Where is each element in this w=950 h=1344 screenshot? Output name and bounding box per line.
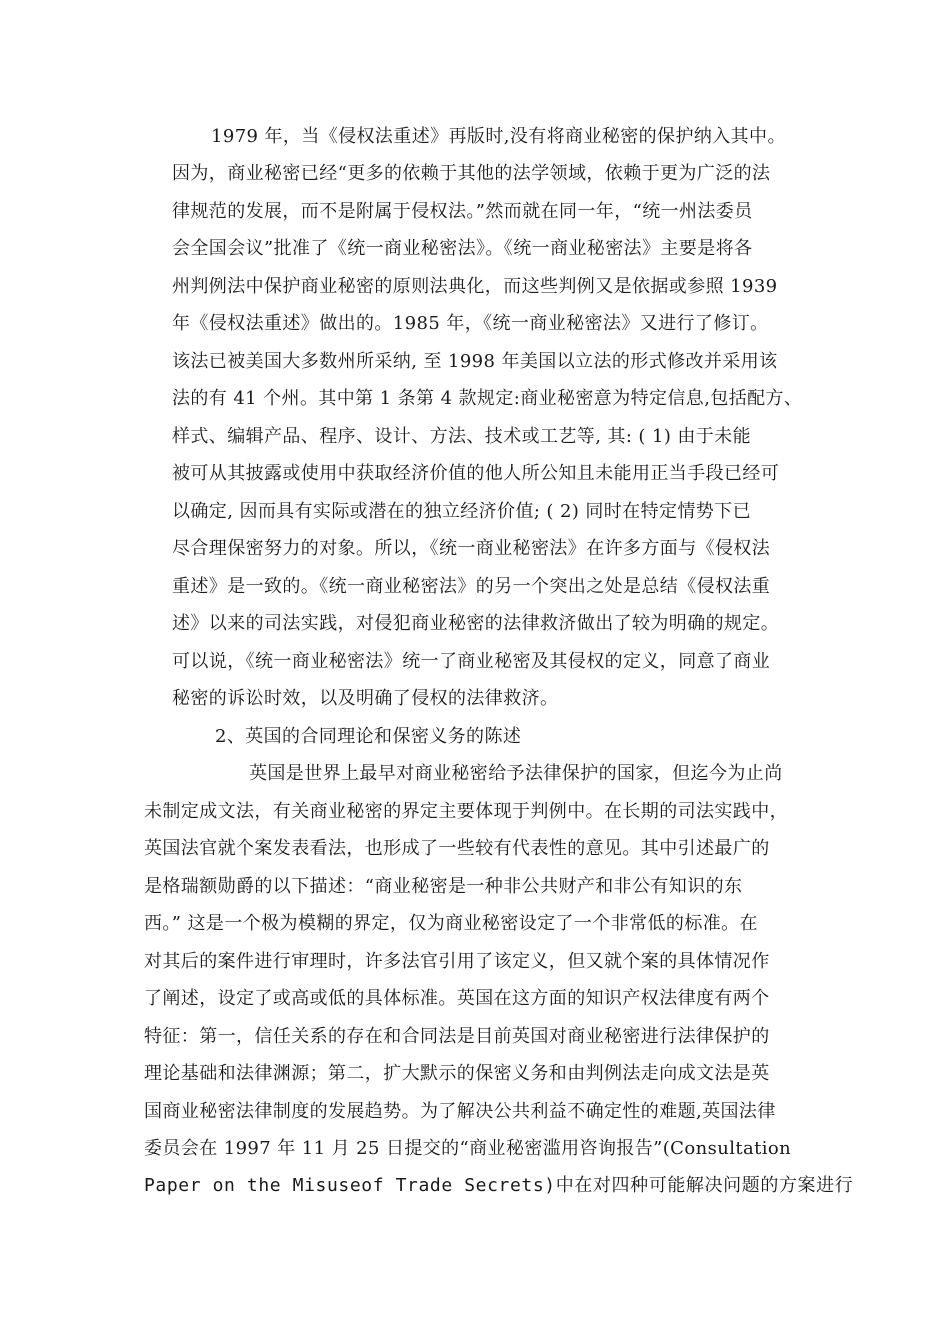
paragraph-2-line-7: 了阐述，设定了或高或低的具体标准。英国在这方面的知识产权法律度有两个 (144, 988, 770, 1009)
paragraph-1-line-3: 律规范的发展，而不是附属于侵权法。”然而就在同一年，“统一州法委员 (172, 201, 753, 222)
paragraph-2-line-6: 对其后的案件进行审理时，许多法官引用了该定义，但又就个案的具体情况作 (144, 951, 770, 972)
paragraph-2-line-1: 英国是世界上最早对商业秘密给予法律保护的国家，但迄今为止尚 (249, 763, 783, 784)
paragraph-1-line-12: 尽合理保密努力的对象。所以，《统一商业秘密法》在许多方面与《侵权法 (172, 538, 771, 559)
paragraph-2-line-2: 未制定成文法，有关商业秘密的界定主要体现于判例中。在长期的司法实践中， (144, 801, 788, 822)
paragraph-2-line-3: 英国法官就个案发表看法，也形成了一些较有代表性的意见。其中引述最广的 (144, 838, 770, 859)
paragraph-2-line-8: 特征：第一，信任关系的存在和合同法是目前英国对商业秘密进行法律保护的 (144, 1026, 770, 1047)
paragraph-2-line-9: 理论基础和法律渊源；第二，扩大默示的保密义务和由判例法走向成文法是英 (144, 1063, 770, 1084)
paragraph-1-line-10: 被可从其披露或使用中获取经济价值的他人所公知且未能用正当手段已经可 (172, 463, 780, 484)
section-heading: 2、英国的合同理论和保密义务的陈述 (215, 726, 522, 747)
paragraph-1-line-7: 该法已被美国大多数州所采纳, 至 1998 年美国以立法的形式修改并采用该 (172, 351, 778, 372)
paragraph-2-line-12: Paper on the Misuseof Trade Secrets)中在对四种可能解决问题的方案进行 (144, 1175, 854, 1196)
paragraph-1-line-6: 年《侵权法重述》做出的。1985 年，《统一商业秘密法》又进行了修订。 (172, 313, 769, 334)
paragraph-1-line-14: 述》以来的司法实践，对侵犯商业秘密的法律救济做出了较为明确的规定。 (172, 613, 780, 634)
paragraph-1-line-5: 州判例法中保护商业秘密的原则法典化，而这些判例又是依据或参照 1939 (172, 276, 778, 297)
paragraph-1-line-9: 样式、编辑产品、程序、设计、方法、技术或工艺等, 其: ( 1) 由于未能 (172, 426, 751, 447)
paragraph-2-line-11: 委员会在 1997 年 11 月 25 日提交的“商业秘密滥用咨询报告”(Consultation (144, 1138, 792, 1159)
paragraph-1-line-13: 重述》是一致的。《统一商业秘密法》的另一个突出之处是总结《侵权法重 (172, 576, 771, 597)
paragraph-2-line-4: 是格瑞额勋爵的以下描述：“商业秘密是一种非公共财产和非公有知识的东 (144, 876, 743, 897)
paragraph-1-line-4: 会全国会议”批准了《统一商业秘密法》。《统一商业秘密法》主要是将各 (172, 238, 753, 259)
paragraph-2-line-5: 西。” 这是一个极为模糊的界定，仅为商业秘密设定了一个非常低的标准。在 (144, 913, 758, 934)
paragraph-1-line-2: 因为，商业秘密已经“更多的依赖于其他的法学领域，依赖于更为广泛的法 (172, 163, 771, 184)
paragraph-1-line-8: 法的有 41 个州。其中第 1 条第 4 款规定:商业秘密意为特定信息,包括配方、 (172, 388, 803, 409)
paragraph-1-line-1: 1979 年，当《侵权法重述》再版时,没有将商业秘密的保护纳入其中。 (211, 126, 786, 147)
paragraph-1-line-15: 可以说，《统一商业秘密法》统一了商业秘密及其侵权的定义，同意了商业 (172, 651, 771, 672)
paragraph-2-line-10: 国商业秘密法律制度的发展趋势。为了解决公共利益不确定性的难题,英国法律 (144, 1101, 776, 1122)
paragraph-1-line-16: 秘密的诉讼时效，以及明确了侵权的法律救济。 (172, 688, 559, 709)
paragraph-1-line-11: 以确定, 因而具有实际或潜在的独立经济价值; ( 2) 同时在特定情势下已 (172, 501, 751, 522)
